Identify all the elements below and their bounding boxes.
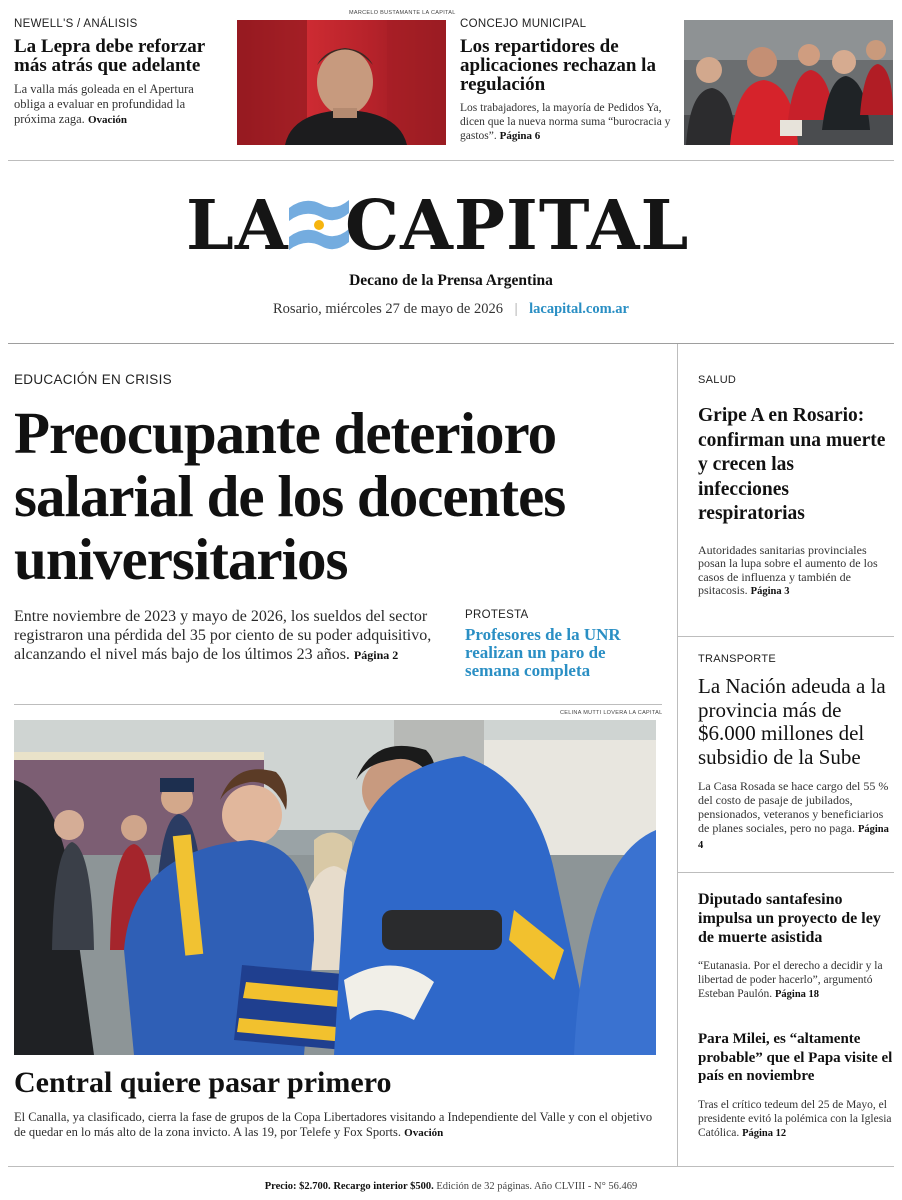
footer-price: Precio: $2.700. — [264, 1181, 331, 1192]
masthead[interactable] — [0, 188, 902, 268]
footer-edition: Edición de 32 páginas. Año CLVIII - N° 56.469 — [436, 1181, 638, 1192]
masthead-tagline: Decano de la Prensa Argentina — [349, 272, 553, 289]
sidebar-kicker: TRANSPORTE — [698, 653, 776, 665]
divider-top — [8, 160, 894, 161]
sidebar-story-muerte-asistida[interactable] — [698, 890, 894, 1002]
page-ref[interactable]: Página 4 — [698, 824, 889, 851]
divider-lead — [14, 704, 662, 705]
photo-credit: MARCELO BUSTAMANTE LA CAPITAL — [349, 10, 456, 16]
page-ref[interactable]: Ovación — [404, 1127, 444, 1139]
teaser-headline[interactable]: Los repartidores de aplicaciones rechazan la regulación — [460, 36, 656, 95]
teaser-summary: Los trabajadores, la mayoría de Pedidos Ya, dicen que la nueva norma suma “burocracia y gastos”. Página 6 — [460, 102, 671, 142]
footer-surcharge: Recargo interior $500. — [333, 1181, 434, 1192]
divider-sidebar-2 — [678, 872, 894, 873]
workers-illustration — [684, 20, 893, 145]
divider-masthead — [8, 343, 894, 344]
photo-delivery-workers — [684, 20, 893, 145]
page-ref[interactable]: Página 12 — [742, 1127, 787, 1139]
lead-kicker: EDUCACIÓN EN CRISIS — [14, 372, 172, 387]
feature-summary: El Canalla, ya clasificado, cierra la fase de grupos de la Copa Libertadores visitando a Independiente del Valle y con el objetivo de quedar en lo más alto de la zona invicto. A las 19, por Telefe y Fox Sports. Ovación — [14, 1110, 653, 1139]
side-kicker: PROTESTA — [465, 609, 529, 621]
sidebar-summary: La Casa Rosada se hace cargo del 55 % del costo de pasaje de jubilados, pensionados, veteranos y beneficiarios de planes sociales, pero no paga. Página 4 — [698, 779, 889, 851]
teaser-kicker: CONCEJO MUNICIPAL — [460, 18, 587, 30]
lead-summary: Entre noviembre de 2023 y mayo de 2026, los sueldos del sector registraron una pérdida del 35 por ciento de su poder adquisitivo, alcanzando el nivel más bajo de los últimos 23 años. Página 2 — [14, 608, 432, 663]
page-ref[interactable]: Página 18 — [774, 989, 820, 1000]
divider-sidebar-1 — [678, 636, 894, 637]
lead-headline[interactable]: Preocupante deterioro salarial de los docentes universitarios — [14, 400, 566, 592]
dateline: Rosario, miércoles 27 de mayo de 2026 — [273, 301, 503, 317]
teaser-summary: La valla más goleada en el Apertura obliga a evaluar en profundidad la próxima zaga. Ovación — [14, 82, 194, 126]
sidebar-headline[interactable]: Gripe A en Rosario: confirman una muerte y crecen las infecciones respiratorias — [698, 405, 886, 524]
sidebar-kicker: SALUD — [698, 374, 737, 386]
lead-side[interactable] — [465, 609, 655, 680]
signing-illustration — [14, 720, 656, 1055]
sidebar-headline[interactable]: La Nación adeuda a la provincia más de $6.000 millones del subsidio de la Sube — [698, 674, 886, 769]
page-ref[interactable]: Ovación — [87, 114, 128, 126]
coach-illustration — [237, 20, 446, 145]
photo-coach — [237, 10, 456, 145]
page-ref[interactable]: Página 2 — [353, 648, 399, 662]
feature-photo-credit: CELINA MUTTI LOVERA LA CAPITAL — [560, 710, 663, 716]
teaser-repartidores[interactable] — [460, 18, 674, 143]
teaser-headline[interactable]: La Lepra debe reforzar más atrás que adelante — [14, 36, 205, 76]
sidebar-summary: “Eutanasia. Por el derecho a decidir y la libertad de poder hacerlo”, argumentó Esteban Paulón. Página 18 — [698, 960, 883, 1000]
feature-headline[interactable]: Central quiere pasar primero — [14, 1066, 392, 1099]
page-ref[interactable]: Página 6 — [499, 130, 541, 142]
divider-footer — [8, 1166, 894, 1167]
sidebar-story-milei-papa[interactable] — [698, 1030, 894, 1141]
divider-column — [677, 344, 678, 1166]
masthead-capital: CAPITAL — [345, 186, 690, 266]
sidebar-summary: Autoridades sanitarias provinciales posan la lupa sobre el aumento de los casos de influenza y también de psitacosis. Página 3 — [698, 542, 878, 597]
sidebar-story-salud[interactable] — [698, 374, 888, 599]
photo-central-signing — [14, 720, 656, 1055]
website-link[interactable]: lacapital.com.ar — [529, 301, 629, 317]
page-ref[interactable]: Página 3 — [750, 586, 790, 597]
dateline-row — [0, 301, 902, 318]
sidebar-summary: Tras el crítico tedeum del 25 de Mayo, el presidente evitó la polémica con la Iglesia Católica. Página 12 — [698, 1098, 892, 1139]
masthead-la: LA — [186, 186, 289, 266]
side-headline[interactable]: Profesores de la UNR realizan un paro de semana completa — [465, 625, 621, 680]
dateline-separator: | — [514, 301, 518, 317]
teaser-newells[interactable] — [14, 18, 228, 128]
footer-info — [0, 1181, 902, 1192]
sidebar-headline[interactable]: Para Milei, es “altamente probable” que el Papa visite el país en noviembre — [698, 1031, 893, 1084]
sidebar-story-transporte[interactable] — [698, 653, 890, 853]
argentina-flag-icon — [287, 192, 351, 254]
teaser-kicker: NEWELL'S / ANÁLISIS — [14, 18, 138, 30]
sidebar-headline[interactable]: Diputado santafesino impulsa un proyecto de ley de muerte asistida — [698, 891, 881, 946]
